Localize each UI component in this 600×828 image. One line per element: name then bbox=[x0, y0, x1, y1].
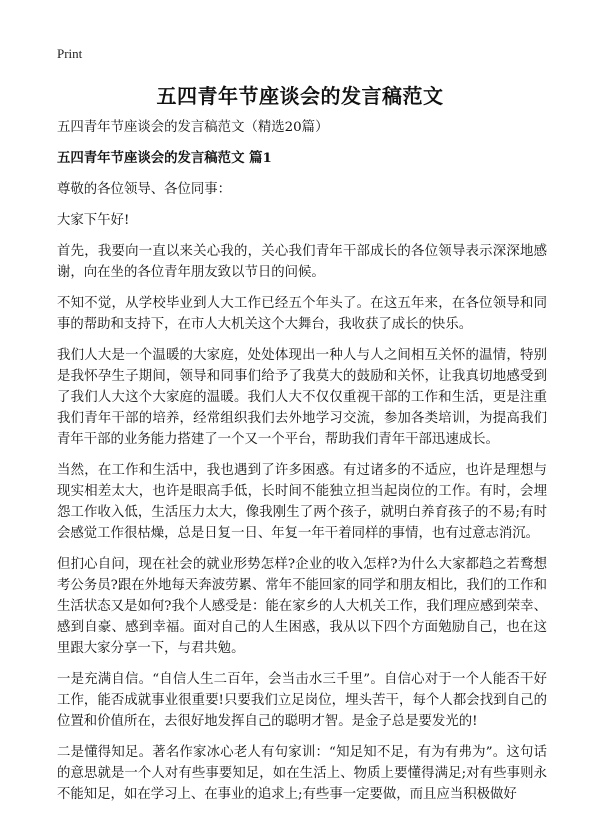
article-subtitle: 五四青年节座谈会的发言稿范文（精选20篇） bbox=[57, 120, 329, 135]
paragraph: 首先，我要向一直以来关心我的，关心我们青年干部成长的各位领导表示深深地感谢，向在坐的各位青年朋友致以节日的问候。 bbox=[57, 244, 547, 280]
paragraph: 但扪心自问，现在社会的就业形势怎样?企业的收入怎样?为什么大家都趋之若鹜想考公务员?跟在外地每天奔波劳累、常年不能回家的同学和朋友相比，我们的工作和生活状态又是如何?我个人感受是：能在家乡的人大机关工作，我们理应感到荣幸、感到自豪、感到幸福。面对自己的人生困惑，我从以下四个方面勉励自己，也在这里跟大家分享一下，与君共勉。 bbox=[57, 557, 547, 656]
paragraph-salutation: 尊敬的各位领导、各位同事： bbox=[57, 182, 232, 197]
section-heading: 五四青年节座谈会的发言稿范文 篇1 bbox=[57, 150, 272, 166]
print-link[interactable]: Print bbox=[57, 46, 83, 61]
paragraph: 一是充满自信。“自信人生二百年，会当击水三千里”。自信心对于一个人能否干好工作，能否成就事业很重要!只要我们立足岗位，埋头苦干，每个人都会找到自己的位置和价值所在，去很好地发挥自己的聪明才智。是金子总是要发光的! bbox=[57, 672, 547, 729]
paragraph: 二是懂得知足。著名作家冰心老人有句家训：“知足知不足，有为有弗为”。这句话的意思就是一个人对有些事要知足，如在生活上、物质上要懂得满足;对有些事则永不能知足，如在学习上、在事业的追求上;有些事一定要做，而且应当积极做好 bbox=[57, 745, 547, 802]
page-title: 五四青年节座谈会的发言稿范文 bbox=[156, 84, 444, 108]
article-body bbox=[57, 117, 547, 815]
paragraph-greeting: 大家下午好! bbox=[57, 213, 130, 228]
paragraph: 我们人大是一个温暖的大家庭，处处体现出一种人与人之间相互关怀的温情，特别是我怀孕生子期间，领导和同事们给予了我莫大的鼓励和关怀，让我真切地感受到了我们人大这个大家庭的温暖。我们人大不仅仅重视干部的工作和生活，更是注重我们青年干部的培养，经常组织我们去外地学习交流，参加各类培训，为提高我们青年干部的业务能力搭建了一个又一个平台，帮助我们青年干部迅速成长。 bbox=[57, 348, 547, 447]
paragraph: 当然，在工作和生活中，我也遇到了许多困惑。有过诸多的不适应，也许是理想与现实相差太大，也许是眼高手低，长时间不能独立担当起岗位的工作。有时，会埋怨工作收入低，生活压力太大，像我刚生了两个孩子，就明白养育孩子的不易;有时会感觉工作很枯燥，总是日复一日、年复一年干着同样的事情，也有过意志消沉。 bbox=[57, 463, 547, 541]
paragraph: 不知不觉，从学校毕业到人大工作已经五个年头了。在这五年来，在各位领导和同事的帮助和支持下，在市人大机关这个大舞台，我收获了成长的快乐。 bbox=[57, 296, 547, 332]
